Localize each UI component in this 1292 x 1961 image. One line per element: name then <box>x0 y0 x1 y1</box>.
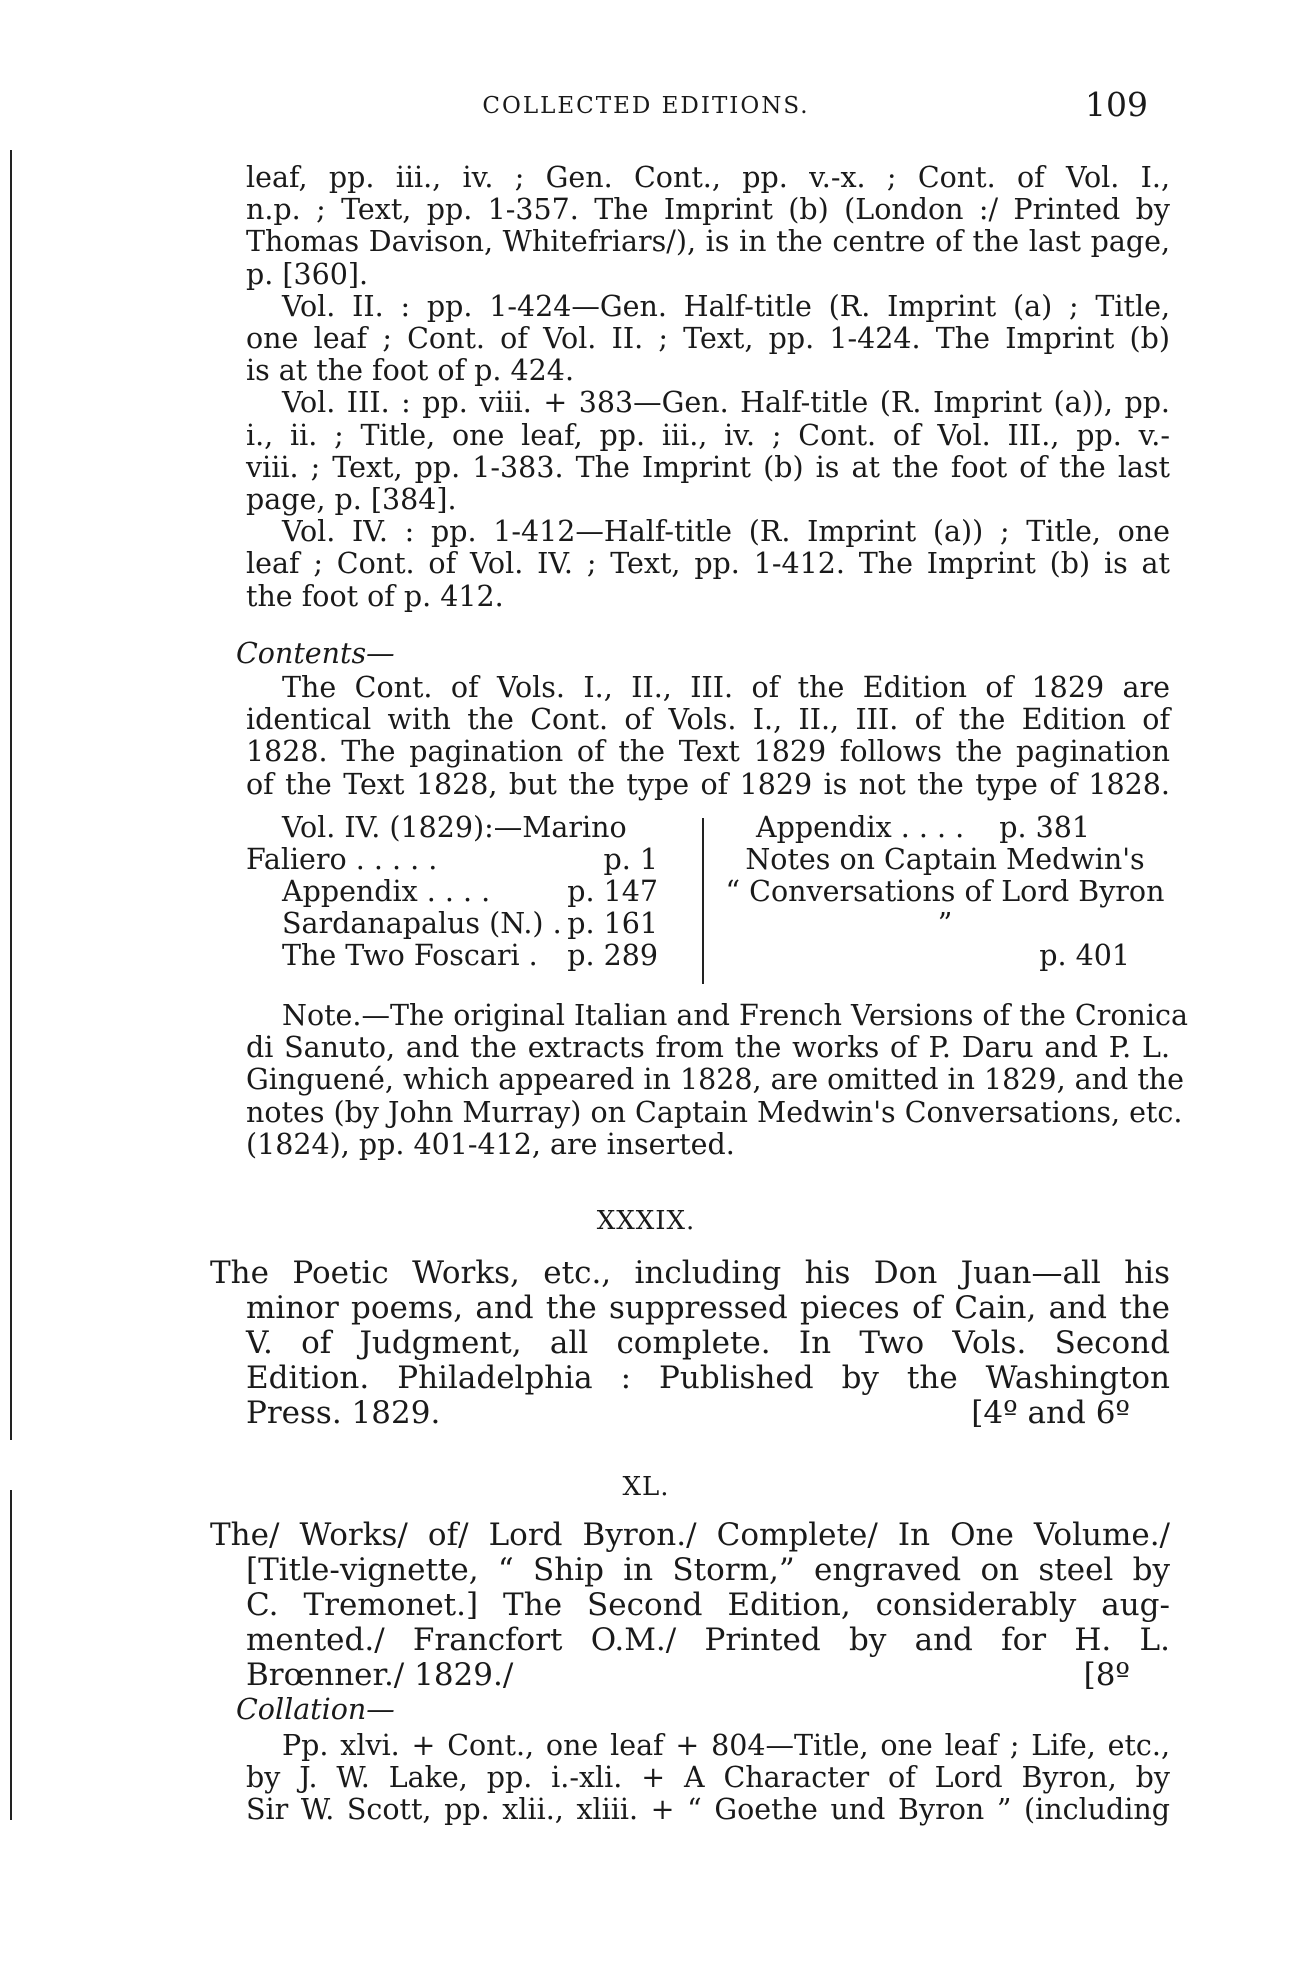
contents-paragraph <box>246 672 1170 801</box>
text-line: leaf, pp. iii., iv. ; Gen. Cont., pp. v.-x. ; Cont. of Vol. I., <box>246 161 1170 194</box>
toc-entry: Appendix . . . . p. 381 <box>756 811 1090 844</box>
entry-39 <box>210 1256 1170 1431</box>
column-divider <box>702 818 704 984</box>
text-line: identical with the Cont. of Vols. I., II., III. of the Edition of <box>246 703 1170 737</box>
text-line: page, p. [384]. <box>246 483 457 517</box>
toc-left-column <box>246 812 698 972</box>
section-heading-40: XL. <box>622 1472 670 1502</box>
text-line: Pp. xlvi. + Cont., one leaf + 804—Title, one leaf ; Life, etc., <box>282 1729 1170 1762</box>
toc-entry: p. 401 <box>1039 939 1130 972</box>
text-line: C. Tremonet.] The Second Edition, considerably aug- <box>246 1587 1170 1623</box>
text-line: V. of Judgment, all complete. In Two Vols. Second <box>246 1325 1170 1361</box>
text-line: Vol. II. : pp. 1-424—Gen. Half-title (R. Imprint (a) ; Title, <box>282 289 1170 323</box>
running-title: COLLECTED EDITIONS. <box>482 93 810 119</box>
text-line: Vol. III. : pp. viii. + 383—Gen. Half-title (R. Imprint (a)), pp. <box>282 386 1170 420</box>
text-line: viii. ; Text, pp. 1-383. The Imprint (b) is at the foot of the last <box>246 450 1170 484</box>
collation-paragraph <box>246 162 1170 613</box>
text-line: (1824), pp. 401-412, are inserted. <box>246 1127 735 1161</box>
text-line: Press. 1829. [4º and 6º <box>246 1395 1130 1431</box>
toc-right-column <box>720 812 1170 972</box>
text-line: The Cont. of Vols. I., II., III. of the Edition of 1829 are <box>282 671 1170 704</box>
text-line: Brœnner./ 1829./ [8º <box>246 1657 1130 1693</box>
toc-entry: Vol. IV. (1829):—Marino <box>282 811 627 844</box>
text-line: n.p. ; Text, pp. 1-357. The Imprint (b) (London :/ Printed by <box>246 193 1170 227</box>
text-line: p. [360]. <box>246 257 369 291</box>
text-line: The Poetic Works, etc., including his Don Juan—all his <box>210 1255 1170 1291</box>
margin-shadow-line <box>10 150 12 1440</box>
section-heading-39: XXXIX. <box>596 1206 696 1236</box>
collation-section <box>236 1694 1170 1726</box>
text-line: the foot of p. 412. <box>246 579 504 613</box>
text-line: 1828. The pagination of the Text 1829 follows the pagination <box>246 735 1170 769</box>
text-line: one leaf ; Cont. of Vol. II. ; Text, pp. 1-424. The Imprint (b) <box>246 322 1170 356</box>
toc-entry: Notes on Captain Medwin's <box>745 843 1145 876</box>
note-paragraph <box>246 999 1188 1161</box>
collation-label: Collation— <box>236 1693 395 1726</box>
text-line: is at the foot of p. 424. <box>246 354 575 388</box>
contents-label: Contents— <box>236 637 395 670</box>
text-line: Ginguené, which appeared in 1828, are omitted in 1829, and the <box>246 1063 1185 1097</box>
text-line: leaf ; Cont. of Vol. IV. ; Text, pp. 1-412. The Imprint (b) is at <box>246 547 1170 581</box>
text-line: mented./ Francfort O.M./ Printed by and for H. L. <box>246 1622 1170 1658</box>
toc-entry: The Two Foscari . p. 289 <box>282 939 658 972</box>
text-line: [Title-vignette, “ Ship in Storm,” engraved on steel by <box>246 1552 1170 1588</box>
toc-entry: “ Conversations of Lord Byron ” <box>725 875 1165 940</box>
text-line: Thomas Davison, Whitefriars/), is in the centre of the last page, <box>246 225 1170 259</box>
text-line: notes (by John Murray) on Captain Medwin's Conversations, etc. <box>246 1095 1183 1129</box>
toc-entry: Appendix . . . . p. 147 <box>282 875 658 908</box>
text-line: The/ Works/ of/ Lord Byron./ Complete/ In One Volume./ <box>210 1517 1170 1553</box>
text-line: by J. W. Lake, pp. i.-xli. + A Character of Lord Byron, by <box>246 1761 1170 1795</box>
contents-section <box>236 638 1170 670</box>
text-line: i., ii. ; Title, one leaf, pp. iii., iv. ; Cont. of Vol. III., pp. v.- <box>246 418 1170 452</box>
toc-entry: Faliero . . . . . p. 1 <box>246 843 658 876</box>
text-line: Edition. Philadelphia : Published by the Washington <box>246 1360 1170 1396</box>
text-line: of the Text 1828, but the type of 1829 is not the type of 1828. <box>246 767 1170 801</box>
margin-shadow-line <box>10 1490 12 1820</box>
toc-entry: Sardanapalus (N.) . p. 161 <box>282 907 658 940</box>
text-line: Sir W. Scott, pp. xlii., xliii. + “ Goethe und Byron ” (including <box>246 1793 1170 1827</box>
entry-40 <box>210 1518 1170 1693</box>
text-line: Vol. IV. : pp. 1-412—Half-title (R. Imprint (a)) ; Title, one <box>282 515 1170 549</box>
text-line: di Sanuto, and the extracts from the works of P. Daru and P. L. <box>246 1031 1170 1065</box>
collation-paragraph-40 <box>246 1730 1170 1827</box>
text-line: Note.—The original Italian and French Versions of the Cronica <box>282 999 1188 1032</box>
page-number: 109 <box>1085 85 1148 124</box>
text-line: minor poems, and the suppressed pieces of Cain, and the <box>246 1290 1170 1326</box>
